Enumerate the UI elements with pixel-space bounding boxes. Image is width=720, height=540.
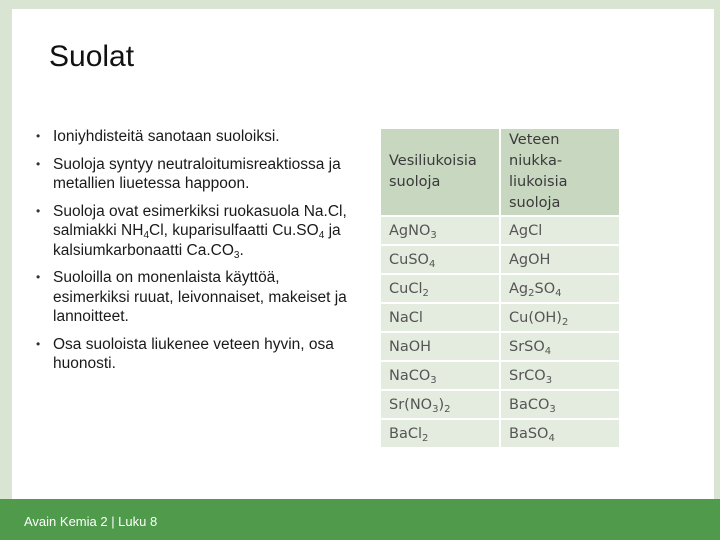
soluble-salt-cell: NaCl xyxy=(381,304,499,331)
bullet-list xyxy=(27,127,347,382)
footer-bar xyxy=(0,499,720,540)
insoluble-salt-cell: BaCO$_3$ xyxy=(501,391,619,418)
soluble-salt-cell: NaOH xyxy=(381,333,499,360)
insoluble-salt-cell: AgCl xyxy=(501,217,619,244)
insoluble-salt-cell: $Cu(OH)_2$ xyxy=(501,304,619,331)
table-row xyxy=(381,333,619,360)
table-row xyxy=(381,362,619,389)
soluble-salt-cell: $Sr(NO_3)_2$ xyxy=(381,391,499,418)
insoluble-salt-cell: SrCO$_3$ xyxy=(501,362,619,389)
salt-solubility-table xyxy=(379,127,621,449)
header-soluble: Vesiliukoisia suoloja xyxy=(381,129,499,215)
table-header-row xyxy=(381,129,619,215)
bullet-item: • Ioniyhdisteitä sanotaan suoloiksi. xyxy=(27,127,347,147)
insoluble-salt-cell: BaSO$_4$ xyxy=(501,420,619,447)
soluble-salt-cell: NaCO$_3$ xyxy=(381,362,499,389)
header-insoluble: Veteen niukka- liukoisia suoloja xyxy=(501,129,619,215)
bullet-item: • Osa suoloista liukenee veteen hyvin, osa huonosti. xyxy=(27,335,347,374)
insoluble-salt-cell: AgOH xyxy=(501,246,619,273)
soluble-salt-cell: CuSO$_4$ xyxy=(381,246,499,273)
soluble-salt-cell: AgNO$_3$ xyxy=(381,217,499,244)
soluble-salt-cell: BaCl$_2$ xyxy=(381,420,499,447)
insoluble-salt-cell: SrSO$_4$ xyxy=(501,333,619,360)
bullet-item: • Suoloja ovat esimerkiksi ruokasuola Na.Cl, salmiakki $NH_4Cl$, kuparisulfaatti $Cu.SO_4$ ja kalsiumkarbonaatti $Ca.CO_3$. xyxy=(27,202,347,261)
soluble-salt-cell: CuCl$_2$ xyxy=(381,275,499,302)
slide xyxy=(12,9,714,500)
bullet-item: • Suoloja syntyy neutraloitumisreaktiossa ja metallien liuetessa happoon. xyxy=(27,155,347,194)
slide-title: Suolat xyxy=(49,40,135,73)
insoluble-salt-cell: $Ag_2SO_4$ xyxy=(501,275,619,302)
table-row xyxy=(381,246,619,273)
table-row xyxy=(381,217,619,244)
table-row xyxy=(381,420,619,447)
table-row xyxy=(381,391,619,418)
table-row xyxy=(381,275,619,302)
table-row xyxy=(381,304,619,331)
bullet-item: • Suoloilla on monenlaista käyttöä, esimerkiksi ruuat, leivonnaiset, makeiset ja lannoitteet. xyxy=(27,268,347,327)
footer-text: Avain Kemia 2 | Luku 8 xyxy=(24,514,158,529)
